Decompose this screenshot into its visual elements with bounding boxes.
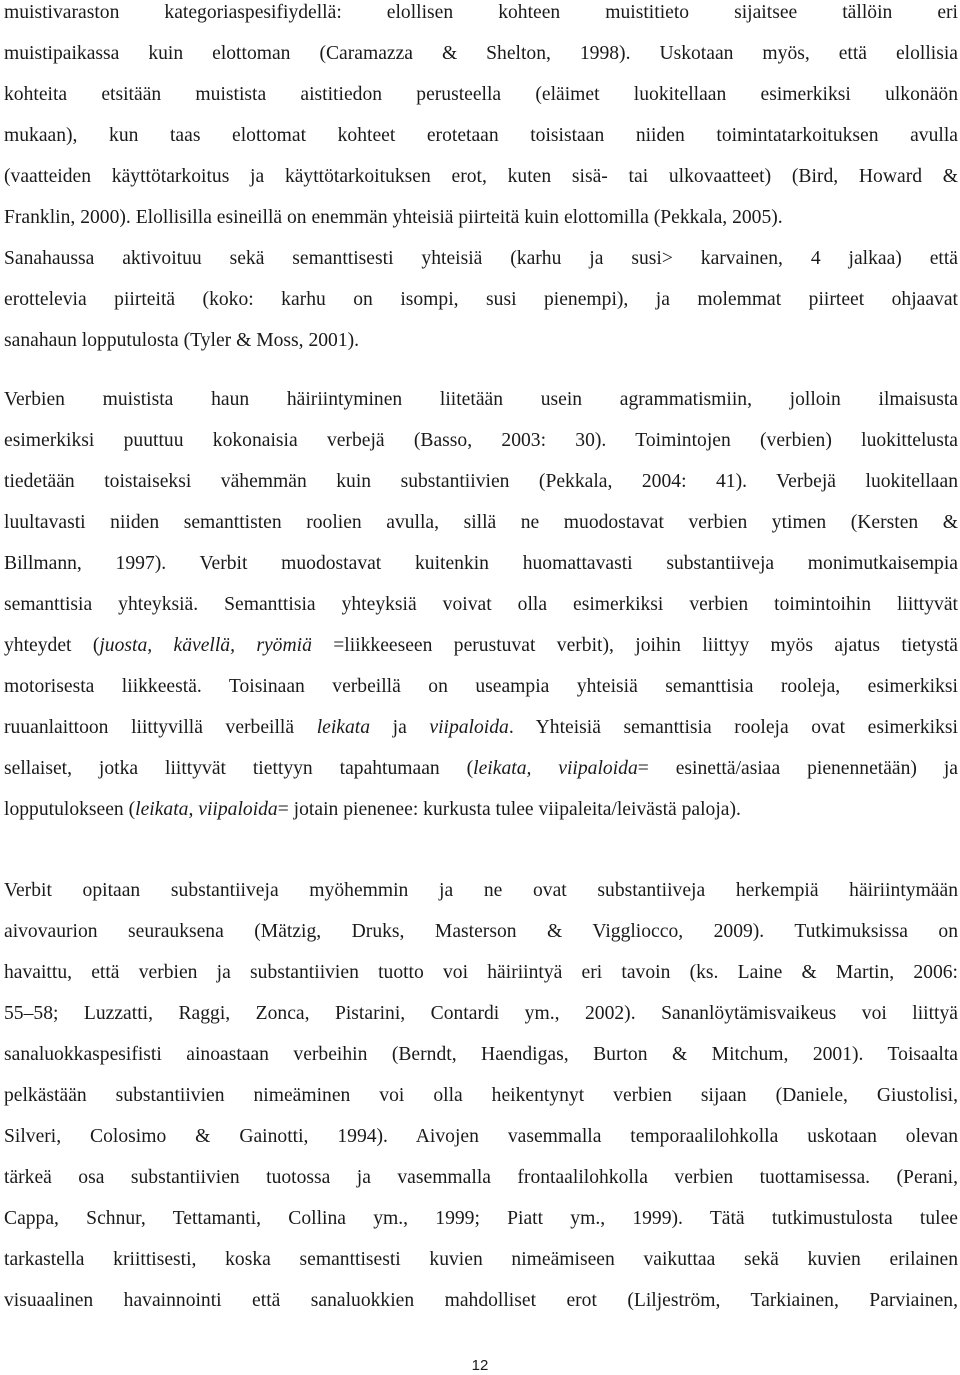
paragraph-1 xyxy=(4,0,958,361)
italic-term: juosta, kävellä, ryömiä xyxy=(99,635,312,656)
paragraph-spacer xyxy=(4,361,958,379)
text-line: Verbien muistista haun häiriintyminen liitetään usein agrammatismiin, jolloin ilmaisusta xyxy=(4,389,958,410)
text-line: sanahaun lopputulosta (Tyler & Moss, 2001). xyxy=(4,330,360,351)
text-line: muistivaraston kategoriaspesifiydellä: elollisen kohteen muistitieto sijaitsee tällöin eri xyxy=(4,2,958,23)
text-line: 55–58; Luzzatti, Raggi, Zonca, Pistarini, Contardi ym., 2002). Sananlöytämisvaikeus voi liittyä xyxy=(4,1003,958,1024)
document-page xyxy=(4,0,958,1321)
text-line: muistipaikassa kuin elottoman (Caramazza & Shelton, 1998). Uskotaan myös, että elollisia xyxy=(4,43,958,64)
text-line: sellaiset, jotka liittyvät tiettyyn tapahtumaan (leikata, viipaloida= esinettä/asiaa pienennetään) ja xyxy=(4,758,958,779)
text-line: luultavasti niiden semanttisten roolien avulla, sillä ne muodostavat verbien ytimen (Kersten & xyxy=(4,512,958,533)
text-line: ruuanlaittoon liittyvillä verbeillä leikata ja viipaloida. Yhteisiä semanttisia rooleja ovat esimerkiksi xyxy=(4,717,958,738)
text-line: motorisesta liikkeestä. Toisinaan verbeillä on useampia yhteisiä semanttisia rooleja, esimerkiksi xyxy=(4,676,958,697)
text-line: Cappa, Schnur, Tettamanti, Collina ym., 1999; Piatt ym., 1999). Tätä tutkimustulosta tulee xyxy=(4,1208,958,1229)
italic-term: leikata, viipaloida xyxy=(473,758,638,779)
text-line: (vaatteiden käyttötarkoitus ja käyttötarkoituksen erot, kuten sisä- tai ulkovaatteet) (Bird, Howard & xyxy=(4,166,958,187)
page-number: 12 xyxy=(471,1357,489,1374)
text-line: visuaalinen havainnointi että sanaluokkien mahdolliset erot (Liljeström, Tarkiainen, Parviainen, xyxy=(4,1290,958,1311)
italic-term: viipaloida xyxy=(429,717,509,738)
italic-term: leikata, viipaloida xyxy=(135,799,278,820)
text-line: erottelevia piirteitä (koko: karhu on isompi, susi pienempi), ja molemmat piirteet ohjaavat xyxy=(4,289,958,310)
text-line: aivovaurion seurauksena (Mätzig, Druks, Masterson & Viggliocco, 2009). Tutkimuksissa on xyxy=(4,921,958,942)
paragraph-2 xyxy=(4,379,958,830)
text-line: semanttisia yhteyksiä. Semanttisia yhteyksiä voivat olla esimerkiksi verbien toimintoihin liittyvät xyxy=(4,594,958,615)
text-line: yhteydet (juosta, kävellä, ryömiä =liikkeeseen perustuvat verbit), joihin liittyy myös ajatus tietystä xyxy=(4,635,958,656)
text-line: mukaan), kun taas elottomat kohteet erotetaan toisistaan niiden toimintatarkoituksen avulla xyxy=(4,125,958,146)
text-line: esimerkiksi puuttuu kokonaisia verbejä (Basso, 2003: 30). Toimintojen (verbien) luokittelusta xyxy=(4,430,958,451)
text-line: kohteita etsitään muistista aistitiedon perusteella (eläimet luokitellaan esimerkiksi ulkonäön xyxy=(4,84,958,105)
text-line: havaittu, että verbien ja substantiivien tuotto voi häiriintyä eri tavoin (ks. Laine & Martin, 2006: xyxy=(4,962,958,983)
text-line: pelkästään substantiivien nimeäminen voi olla heikentynyt verbien sijaan (Daniele, Giustolisi, xyxy=(4,1085,958,1106)
text-line: Sanahaussa aktivoituu sekä semanttisesti yhteisiä (karhu ja susi> karvainen, 4 jalkaa) että xyxy=(4,248,958,269)
text-line: Franklin, 2000). Elollisilla esineillä on enemmän yhteisiä piirteitä kuin elottomilla (Pekkala, 2005). xyxy=(4,207,783,228)
paragraph-3 xyxy=(4,870,958,1321)
text-line: lopputulokseen (leikata, viipaloida= jotain pienenee: kurkusta tulee viipaleita/leivästä paloja). xyxy=(4,799,741,820)
text-line: Silveri, Colosimo & Gainotti, 1994). Aivojen vasemmalla temporaalilohkolla uskotaan olevan xyxy=(4,1126,958,1147)
text-line: Billmann, 1997). Verbit muodostavat kuitenkin huomattavasti substantiiveja monimutkaisempia xyxy=(4,553,958,574)
italic-term: leikata xyxy=(316,717,371,738)
text-line: sanaluokkaspesifisti ainoastaan verbeihin (Berndt, Haendigas, Burton & Mitchum, 2001). Toisaalta xyxy=(4,1044,958,1065)
text-line: tiedetään toistaiseksi vähemmän kuin substantiivien (Pekkala, 2004: 41). Verbejä luokitellaan xyxy=(4,471,958,492)
paragraph-spacer xyxy=(4,830,958,870)
text-line: tärkeä osa substantiivien tuotossa ja vasemmalla frontaalilohkolla verbien tuottamisessa. (Perani, xyxy=(4,1167,958,1188)
text-line: tarkastella kriittisesti, koska semanttisesti kuvien nimeämiseen vaikuttaa sekä kuvien erilainen xyxy=(4,1249,958,1270)
text-line: Verbit opitaan substantiiveja myöhemmin ja ne ovat substantiiveja herkempiä häiriintymään xyxy=(4,880,958,901)
